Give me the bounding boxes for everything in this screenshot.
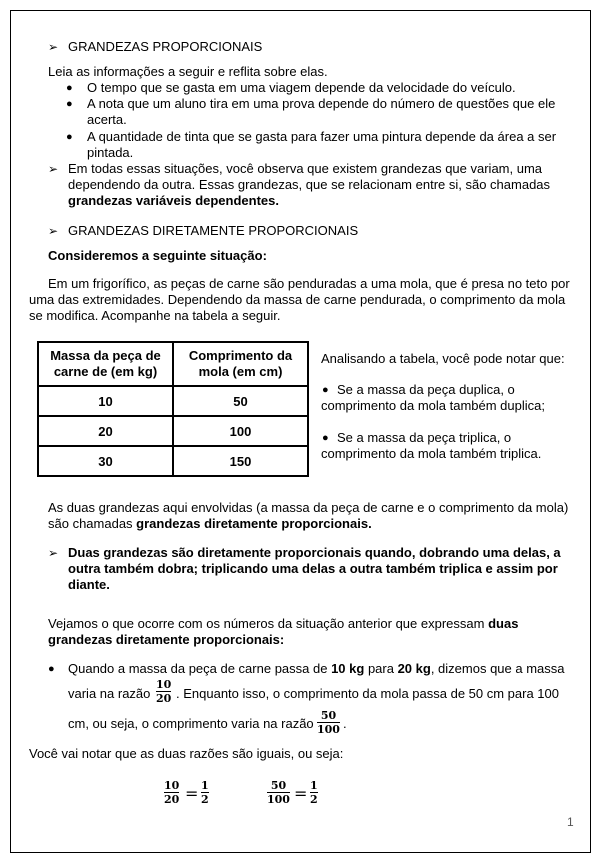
table-cell: 150 bbox=[173, 446, 308, 476]
equals-sign: = bbox=[294, 784, 308, 803]
intro-text: Leia as informações a seguir e reflita sobre elas. bbox=[48, 64, 328, 79]
page-number: 1 bbox=[567, 815, 574, 829]
table-row bbox=[38, 416, 308, 446]
paragraph-line: se modifica. Acompanhe na tabela a seguir. bbox=[29, 308, 281, 323]
equals-sign: = bbox=[185, 784, 199, 803]
note-bold-line: grandezas variáveis dependentes. bbox=[68, 193, 279, 208]
table-cell: 30 bbox=[38, 446, 173, 476]
side-item-cont: comprimento da mola também triplica. bbox=[321, 446, 542, 461]
data-table bbox=[37, 341, 309, 477]
table-cell: 50 bbox=[173, 386, 308, 416]
subheading: Consideremos a seguinte situação: bbox=[48, 248, 267, 263]
paragraph-line: são chamadas grandezas diretamente proporcionais. bbox=[48, 516, 372, 531]
arrow-bullet-icon: ➢ bbox=[48, 40, 59, 54]
table-cell: 20 bbox=[38, 416, 173, 446]
bullet-item: A nota que um aluno tira em uma prova depende do número de questões que ele bbox=[87, 96, 556, 111]
bullet-dot-icon: ● bbox=[322, 384, 329, 396]
fraction-50-100: 50 100 bbox=[267, 779, 290, 806]
bullet-line: cm, ou seja, o comprimento varia na razão bbox=[68, 716, 314, 731]
table-header-row bbox=[38, 342, 308, 386]
table-header-cell: Massa da peça de carne de (em kg) bbox=[38, 342, 173, 386]
bullet-dot-icon: ● bbox=[66, 131, 73, 143]
bullet-item-cont: acerta. bbox=[87, 112, 127, 127]
bullet-item-cont: pintada. bbox=[87, 145, 134, 160]
side-item: Se a massa da peça duplica, o bbox=[337, 382, 515, 397]
bullet-item: O tempo que se gasta em uma viagem depende da velocidade do veículo. bbox=[87, 80, 516, 95]
fraction-10-20: 10 20 bbox=[156, 678, 172, 705]
table-row bbox=[38, 386, 308, 416]
bullet-line: varia na razão bbox=[68, 686, 151, 701]
arrow-bullet-icon: ➢ bbox=[48, 162, 59, 176]
heading-grandezas-proporcionais: GRANDEZAS PROPORCIONAIS bbox=[68, 39, 263, 54]
table-cell: 10 bbox=[38, 386, 173, 416]
bullet-line: . bbox=[343, 716, 347, 731]
bullet-dot-icon: ● bbox=[66, 82, 73, 94]
definition-line: Duas grandezas são diretamente proporcionais quando, dobrando uma delas, a bbox=[68, 545, 561, 560]
paragraph-line: grandezas diretamente proporcionais: bbox=[48, 632, 285, 647]
paragraph-line: uma das extremidades. Dependendo da massa de carne pendurada, o comprimento da mola bbox=[29, 292, 566, 307]
note-line: dependendo da outra. Essas grandezas, que se relacionam entre si, são chamadas bbox=[68, 177, 551, 192]
side-item: Se a massa da peça triplica, o bbox=[337, 430, 512, 445]
paragraph-line: Vejamos o que ocorre com os números da situação anterior que expressam duas bbox=[48, 616, 519, 631]
side-item-cont: comprimento da mola também duplica; bbox=[321, 398, 545, 413]
bullet-dot-icon: ● bbox=[66, 98, 73, 110]
table-cell: 100 bbox=[173, 416, 308, 446]
table-header-cell: Comprimento da mola (em cm) bbox=[173, 342, 308, 386]
arrow-bullet-icon: ➢ bbox=[48, 224, 59, 238]
side-intro: Analisando a tabela, você pode notar que: bbox=[321, 351, 565, 366]
bullet-line: . Enquanto isso, o comprimento da mola passa de 50 cm para 100 bbox=[176, 686, 559, 701]
heading-diretamente-proporcionais: GRANDEZAS DIRETAMENTE PROPORCIONAIS bbox=[68, 223, 359, 238]
bullet-dot-icon: ● bbox=[322, 432, 329, 444]
bullet-dot-icon: ● bbox=[48, 663, 55, 675]
bullet-line: Quando a massa da peça de carne passa de 10 kg para 20 kg, dizemos que a massa bbox=[68, 661, 565, 676]
conclusion-text: Você vai notar que as duas razões são iguais, ou seja: bbox=[29, 746, 344, 761]
definition-line: outra também dobra; triplicando uma delas a outra também triplica e assim por bbox=[68, 561, 558, 576]
note-line: Em todas essas situações, você observa que existem grandezas que variam, uma bbox=[68, 161, 543, 176]
bullet-item: A quantidade de tinta que se gasta para fazer uma pintura depende da área a ser bbox=[87, 129, 557, 144]
fraction-50-100: 50 100 bbox=[317, 709, 340, 736]
paragraph-line: Em um frigorífico, as peças de carne são penduradas a uma mola, que é presa no teto por bbox=[48, 276, 570, 291]
paragraph-line: As duas grandezas aqui envolvidas (a massa da peça de carne e o comprimento da mola) bbox=[48, 500, 569, 515]
definition-line: diante. bbox=[68, 577, 110, 592]
table-row bbox=[38, 446, 308, 476]
fraction-1-2: 1 2 bbox=[310, 779, 318, 806]
fraction-10-20: 10 20 bbox=[164, 779, 180, 806]
arrow-bullet-icon: ➢ bbox=[48, 546, 59, 560]
fraction-1-2: 1 2 bbox=[201, 779, 209, 806]
